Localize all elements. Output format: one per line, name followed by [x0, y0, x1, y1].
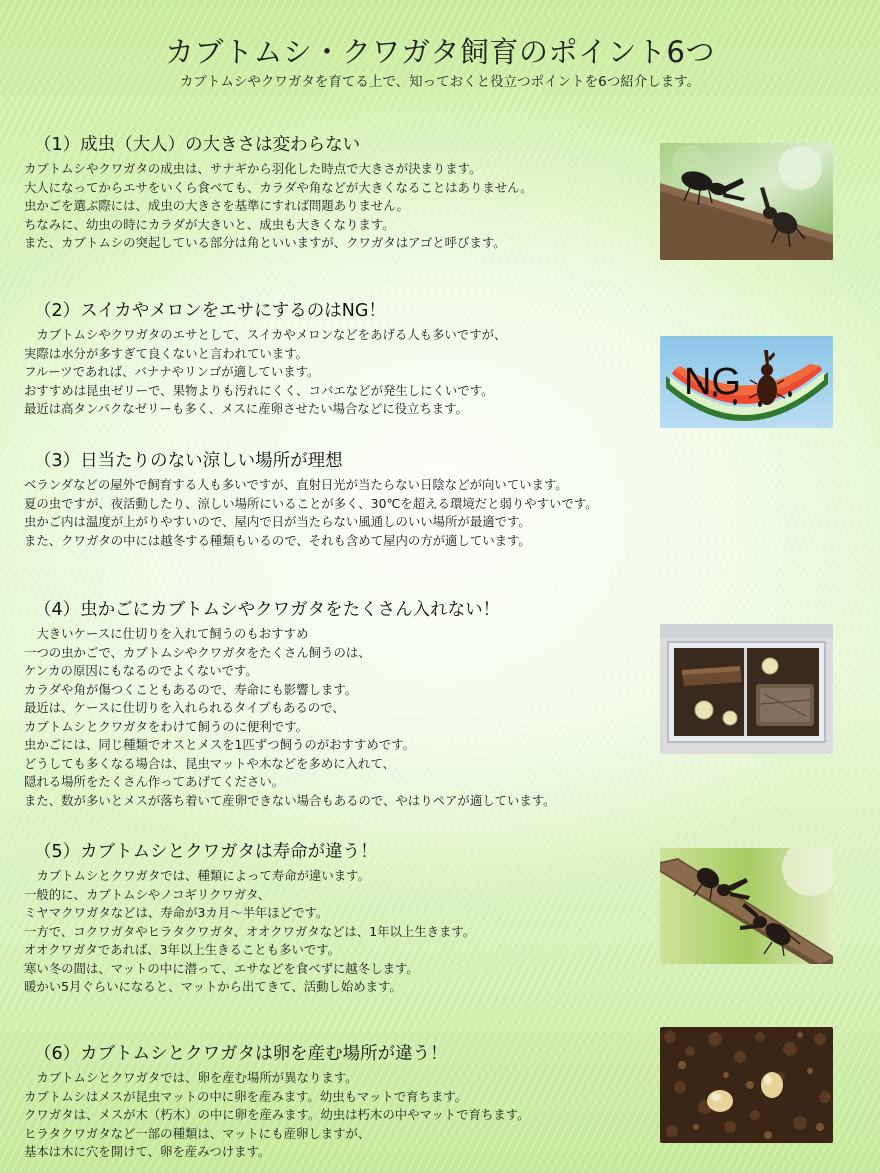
section-text-line: フルーツであれば、バナナやリンゴが適しています。	[24, 364, 320, 379]
section-text-line: カブトムシやクワガタの成虫は、サナギから羽化した時点で大きさが決まります。	[24, 161, 482, 176]
section-text-line: ちなみに、幼虫の時にカラダが大きいと、成虫も大きくなります。	[24, 216, 395, 232]
section-text-line: 大きいケースに仕切りを入れて飼うのもおすすめ	[24, 626, 309, 641]
section-text-line: ヒラタクワガタなど一部の種類は、マットにも産卵しますが、	[24, 1125, 371, 1141]
section-text-line: クワガタは、メスが木（朽木）の中に卵を産みます。幼虫は朽木の中やマットで育ちます。	[24, 1107, 530, 1122]
section-text-line: 最近は、ケースに仕切りを入れられるタイプもあるので、	[24, 700, 345, 715]
section-text-line: カブトムシはメスが昆虫マットの中に卵を産みます。幼虫もマットで育ちます。	[24, 1088, 468, 1104]
section-heading: （4）虫かごにカブトムシやクワガタをたくさん入れない！	[34, 600, 501, 620]
section-text-line: カブトムシやクワガタのエサとして、スイカやメロンなどをあげる人も多いですが、	[24, 327, 507, 342]
section-heading: （1）成虫（大人）の大きさは変わらない	[34, 135, 361, 155]
stag-beetles-photo	[660, 848, 833, 964]
page-subtitle: カブトムシやクワガタを育てる上で、知っておくと役立つポイントを6つ紹介します。	[179, 74, 701, 90]
section-3	[24, 447, 654, 550]
section-text-line: 一般的に、カブトムシやノコギリクワガタ、	[24, 886, 271, 902]
section-text-line: カブトムシとクワガタでは、卵を産む場所が異なります。	[24, 1070, 358, 1085]
section-text-line: 最近は高タンパクなゼリーも多く、メスに産卵させたい場合などに役立ちます。	[24, 401, 468, 416]
ng-label: NG	[684, 361, 741, 403]
section-text-line: カブトムシとクワガタをわけて飼うのに便利です。	[24, 718, 308, 734]
section-text-line: 基本は木に穴を開けて、卵を産みつけます。	[24, 1144, 271, 1159]
page-title: カブトムシ・クワガタ飼育のポイント6つ	[165, 35, 715, 69]
section-text-line: また、数が多いとメスが落ち着いて産卵できない場合もあるので、やはりペアが適しています。	[24, 792, 556, 808]
section-2	[24, 297, 654, 419]
section-text-line: オオクワガタであれば、3年以上生きることも多いです。	[24, 942, 341, 957]
section-text-line: 大人になってからエサをいくら食べても、カラダや角などが大きくなることはありません。	[24, 179, 533, 195]
section-text-line: 隠れる場所をたくさん作ってあげてください。	[24, 774, 285, 789]
section-text-line: 夏の虫ですが、夜活動したり、涼しい場所にいることが多く、30℃を超える環境だと弱りやすいです。	[24, 495, 598, 511]
divided-case-photo	[660, 624, 833, 754]
section-4	[24, 596, 654, 810]
section-text-line: また、クワガタの中には越冬する種類もいるので、それも含めて屋内の方が適しています。	[24, 532, 531, 548]
section-heading: （3）日当たりのない涼しい場所が理想	[34, 451, 343, 471]
section-6	[24, 1040, 654, 1162]
section-text-line: カブトムシとクワガタでは、種類によって寿命が違います。	[24, 868, 370, 883]
beetles-on-branch-photo	[660, 143, 833, 260]
section-text-line: 一方で、コクワガタやヒラタクワガタ、オオクワガタなどは、1年以上生きます。	[24, 923, 476, 939]
section-text-line: カラダや角が傷つくこともあるので、寿命にも影響します。	[24, 681, 358, 697]
section-text-line: 暖かい5月ぐらいになると、マットから出てきて、活動し始めます。	[24, 979, 402, 994]
section-text-line: ベランダなどの屋外で飼育する人も多いですが、直射日光が当たらない日陰などが向いています。	[24, 477, 568, 492]
section-heading: （5）カブトムシとクワガタは寿命が違う！	[34, 842, 378, 862]
section-text-line: 虫かご内は温度が上がりやすいので、屋内で日が当たらない風通しのいい場所が最適です。	[24, 514, 531, 529]
section-1	[24, 131, 654, 253]
watermelon-ng-photo	[660, 336, 833, 428]
section-text-line: 虫かごを選ぶ際には、成虫の大きさを基準にすれば問題ありません。	[24, 198, 409, 213]
eggs-in-mat-photo	[660, 1027, 833, 1143]
section-5	[24, 838, 654, 997]
section-text-line: 寒い冬の間は、マットの中に潜って、エサなどを食べずに越冬します。	[24, 960, 419, 976]
section-text-line: ケンカの原因にもなるのでよくないです。	[24, 663, 258, 678]
section-text-line: おすすめは昆虫ゼリーで、果物よりも汚れにくく、コバエなどが発生しにくいです。	[24, 382, 494, 398]
section-text-line: また、カブトムシの突起している部分は角といいますが、クワガタはアゴと呼びます。	[24, 235, 506, 250]
section-heading: （6）カブトムシとクワガタは卵を産む場所が違う！	[34, 1044, 448, 1064]
section-text-line: ミヤマクワガタなどは、寿命が3カ月～半年ほどです。	[24, 905, 329, 920]
section-heading: （2）スイカやメロンをエサにするのはNG！	[34, 301, 386, 321]
section-text-line: どうしても多くなる場合は、昆虫マットや木などを多めに入れて、	[24, 755, 395, 771]
section-text-line: 一つの虫かごで、カブトムシやクワガタをたくさん飼うのは、	[24, 644, 371, 660]
section-text-line: 虫かごには、同じ種類でオスとメスを1匹ずつ飼うのがおすすめです。	[24, 737, 416, 752]
section-text-line: 実際は水分が多すぎて良くないと言われています。	[24, 345, 308, 361]
